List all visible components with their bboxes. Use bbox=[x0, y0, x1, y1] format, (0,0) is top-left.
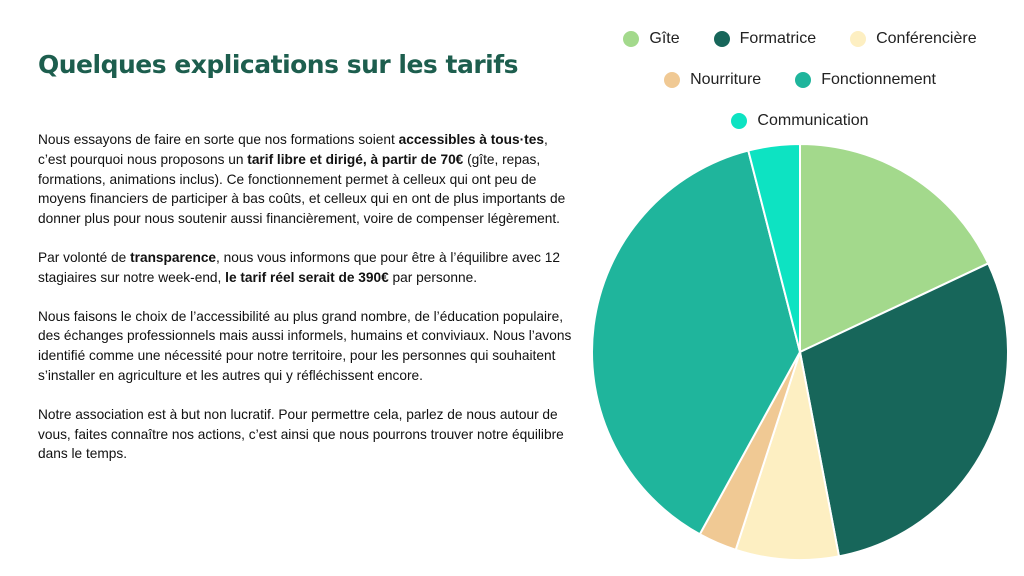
legend-label: Conférencière bbox=[876, 29, 977, 47]
pricing-explanation bbox=[38, 130, 578, 483]
emphasis-text: le tarif réel serait de 390€ bbox=[225, 269, 389, 285]
pie-chart bbox=[584, 136, 1016, 568]
legend-item-gite bbox=[623, 30, 679, 48]
legend-item-conferenciere bbox=[850, 30, 977, 48]
legend-swatch bbox=[714, 31, 730, 47]
legend-row bbox=[585, 18, 1015, 59]
legend-swatch bbox=[850, 31, 866, 47]
legend-item-nourriture bbox=[664, 71, 761, 89]
body-text: Nous essayons de faire en sorte que nos formations soient bbox=[38, 132, 399, 147]
page-title: Quelques explications sur les tarifs bbox=[38, 50, 518, 79]
legend-row bbox=[585, 59, 1015, 100]
emphasis-text: tarif libre et dirigé, à partir de 70€ bbox=[247, 151, 464, 167]
body-text: (gîte, repas, formations, animations inclus). Ce fonctionnement permet à celleux qui ont peu de moyens financiers de participer à bas coûts, et celleux qui en ont de plus importants de donner plus pour nous soutenir aussi financièrement, voire de compenser légèrement. bbox=[38, 151, 566, 227]
paragraph-transparency bbox=[38, 248, 578, 288]
body-text: Nous faisons le choix de l’accessibilité au plus grand nombre, de l’éducation populaire, des échanges professionnels mais aussi informels, humains et conviviaux. Nous l’avons identifié comme une nécessité pour notre territoire, pour les personnes qui souhaitent s’installer en agriculture et les autres qui y réfléchissent encore. bbox=[38, 308, 572, 383]
emphasis-text: accessibles à tous·tes bbox=[398, 132, 544, 147]
paragraph-popular-education bbox=[38, 307, 578, 386]
paragraph-accessibility bbox=[38, 130, 578, 229]
body-text: , nous vous informons que pour être à l’équilibre avec 12 stagiaires sur notre week-end, bbox=[38, 249, 560, 285]
body-text: Notre association est à but non lucratif. Pour permettre cela, parlez de nous autour de vous, faites connaître nos actions, c’est ainsi que nous pourrons trouver notre équilibre dans le temps. bbox=[38, 406, 564, 462]
chart-legend bbox=[585, 18, 1015, 141]
legend-label: Formatrice bbox=[739, 29, 817, 47]
legend-label: Gîte bbox=[649, 29, 680, 47]
legend-item-formatrice bbox=[714, 30, 816, 48]
legend-swatch bbox=[795, 72, 811, 88]
legend-swatch bbox=[731, 113, 747, 129]
legend-row bbox=[585, 100, 1015, 141]
legend-swatch bbox=[623, 31, 639, 47]
emphasis-text: transparence bbox=[130, 249, 217, 265]
legend-swatch bbox=[664, 72, 680, 88]
legend-item-fonctionnement bbox=[795, 71, 936, 89]
paragraph-association bbox=[38, 405, 578, 464]
legend-item-communication bbox=[731, 112, 868, 130]
legend-label: Nourriture bbox=[690, 70, 762, 88]
legend-label: Communication bbox=[757, 111, 869, 129]
body-text: Par volonté de bbox=[38, 249, 131, 265]
body-text: par personne. bbox=[388, 269, 478, 285]
body-text: , c’est pourquoi nous proposons un bbox=[38, 132, 548, 167]
legend-label: Fonctionnement bbox=[821, 70, 936, 88]
